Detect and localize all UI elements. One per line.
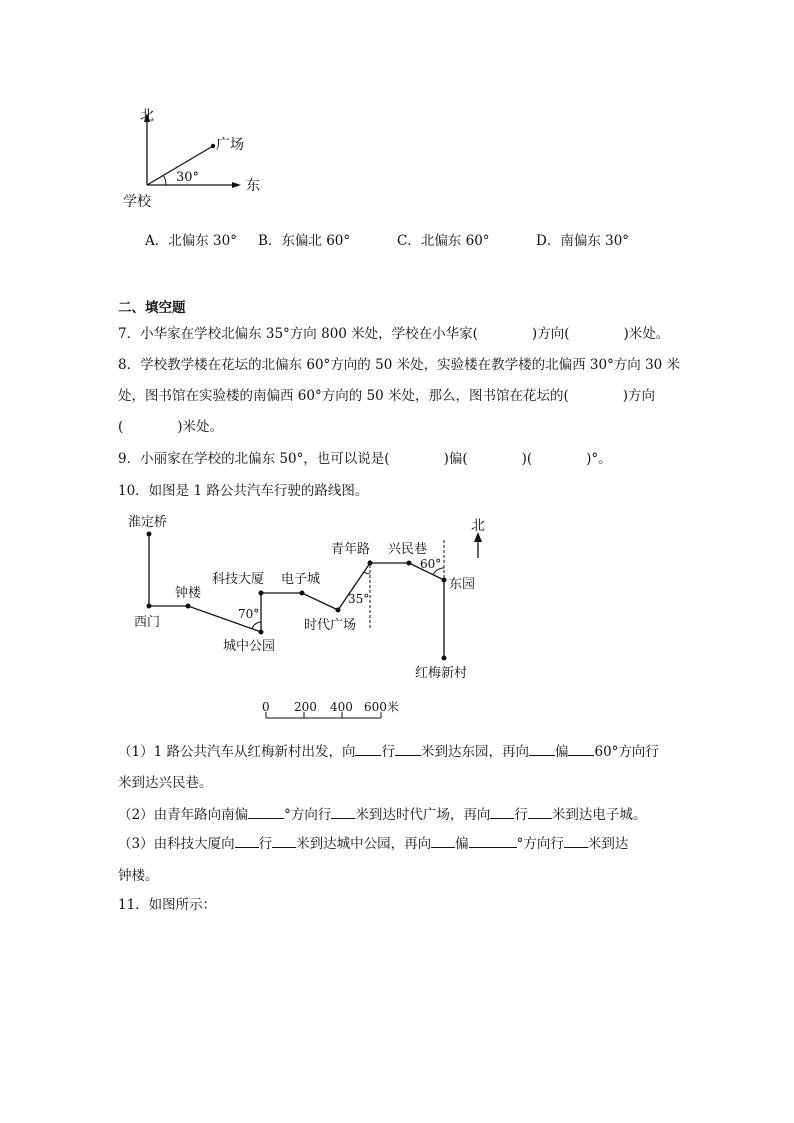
stop-zhonglou [186,604,191,609]
question-9: 9．小丽家在学校的北偏东 50°，也可以说是( )偏( )( )°。 [118,451,612,467]
scale-label-600: 600米 [364,700,399,714]
label-dongyuan: 东园 [449,577,476,592]
plaza-point [211,144,215,148]
q10-part1-line2: 米到达兴民巷。 [118,775,213,791]
label-keji: 科技大厦 [212,572,265,587]
question-7: 7．小华家在学校北偏东 35°方向 800 米处，学校在小华家( )方向( )米处。 [118,326,670,342]
angle-arc [164,176,167,185]
q10-part2: （2）由青年路向南偏 °方向行 米到达时代广场，再向 行 米到达电子城。 [118,807,647,823]
section-title: 二、填空题 [118,300,186,316]
stop-huaiding [147,532,152,537]
map-north-label: 北 [471,518,485,534]
angle-label: 30° [176,170,200,185]
stop-shidai [336,608,341,613]
stop-dianzi [300,591,305,596]
label-angle-70: 70° [238,607,260,621]
label-zhonglou: 钟楼 [175,586,202,601]
question-8-line1: 8．学校教学楼在花坛的北偏东 60°方向的 50 米处，实验楼在教学楼的北偏西 30°方向 30 米 [118,357,681,373]
option-c: C．北偏东 60° [397,233,490,249]
label-angle-60: 60° [420,557,442,571]
north-label: 北 [140,108,154,124]
option-b: B．东偏北 60° [258,233,351,249]
label-xingmin: 兴民巷 [388,542,428,557]
plaza-label: 广场 [216,137,244,153]
label-angle-35: 35° [348,592,370,606]
label-shidai: 时代广场 [304,618,357,633]
label-dianzi: 电子城 [281,572,321,587]
q10-part1-line1: （1）1 路公共汽车从红梅新村出发，向 行 米到达东园，再向 偏 60°方向行 [118,744,659,760]
question-8-line3: ( )米处。 [118,419,224,435]
angle-arc-35 [364,572,370,574]
label-qingnian: 青年路 [331,542,371,557]
stop-dongyuan [442,578,447,583]
label-chengzhong: 城中公园 [223,639,276,654]
question-11: 11．如图所示： [118,897,217,913]
east-label: 东 [246,178,260,194]
stop-chengzhong [259,630,264,635]
stop-ximen [147,604,152,609]
q10-part3-line2: 钟楼。 [118,868,159,884]
stop-hongmei [442,656,447,661]
scale-label-400: 400 [330,700,353,714]
question-8-line2: 处，图书馆在实验楼的南偏西 60°方向的 50 米处，那么，图书馆在花坛的( )方向 [118,388,656,404]
east-arrow [232,182,241,188]
angle-arc-70 [252,622,261,629]
stop-keji [259,591,264,596]
scale-label-0: 0 [262,700,270,714]
question-10-intro: 10．如图是 1 路公共汽车行驶的路线图。 [118,483,369,499]
bus-route-map [120,505,500,727]
school-label: 学校 [123,194,151,210]
stop-xingmin [407,561,412,566]
option-d: D．南偏东 30° [536,233,630,249]
option-a: A．北偏东 30° [145,233,237,249]
scale-label-200: 200 [294,700,317,714]
q10-part3-line1: （3）由科技大厦向 行 米到达城中公园，再向 偏 °方向行 米到达 [118,836,629,852]
label-ximen: 西门 [134,615,161,630]
label-huaiding: 淮定桥 [128,515,168,530]
label-hongmei: 红梅新村 [415,666,468,681]
direction-diagram [110,100,280,215]
